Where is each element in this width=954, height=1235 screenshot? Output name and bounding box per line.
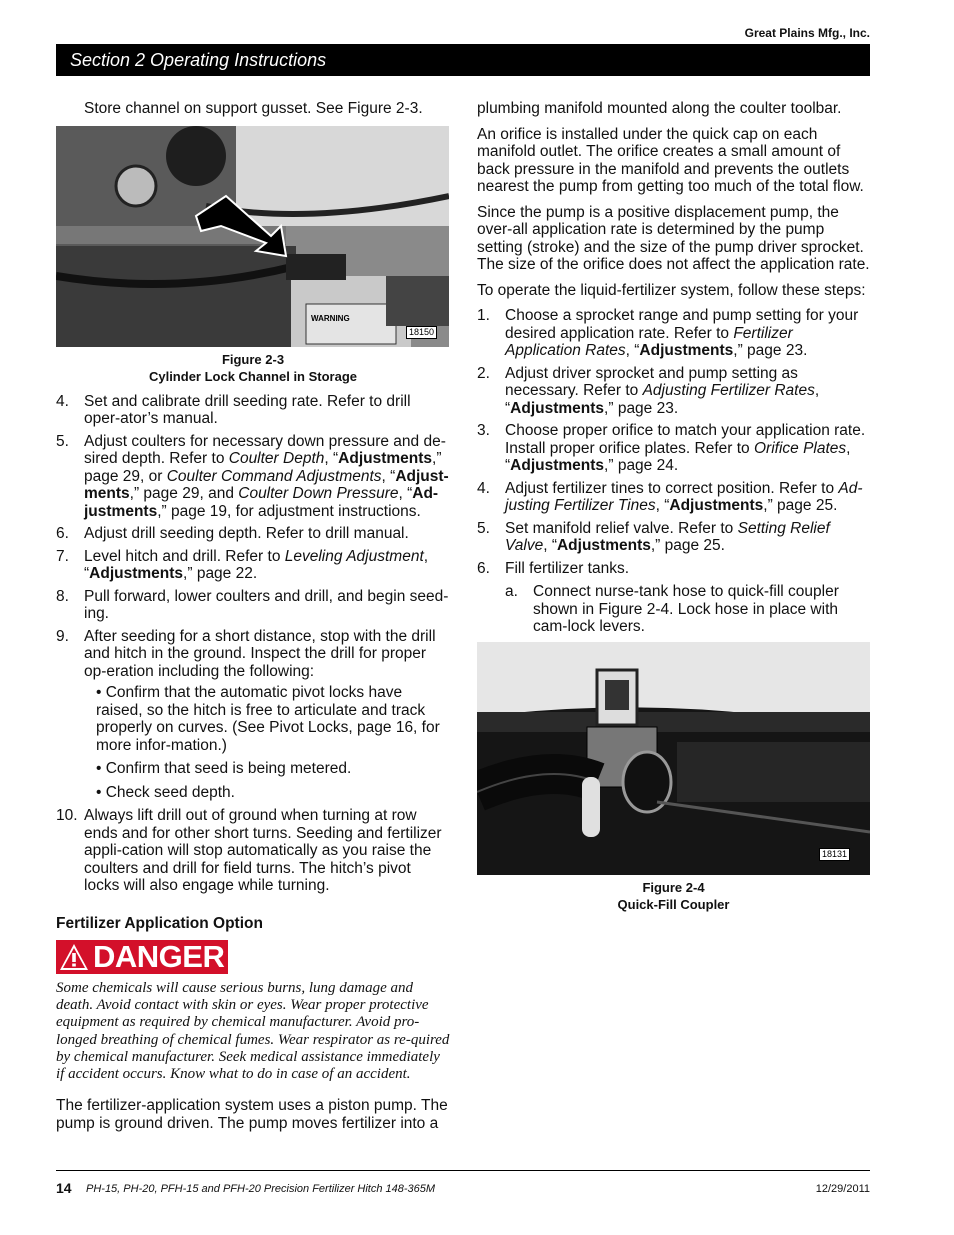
step-text: , “ [324, 450, 339, 467]
figure-2-4-caption [477, 879, 870, 913]
step-text: ,” page 24. [604, 457, 679, 474]
step-number: 1. [477, 307, 490, 324]
ref-section: Adjustments [89, 565, 184, 582]
step-text: After seeding for a short distance, stop with the drill and hitch in the ground. Inspect the drill for proper op-eration including the following: [84, 627, 436, 680]
ref-title: Leveling Adjustment [284, 547, 424, 565]
sub-step-text: Connect nurse-tank hose to quick-fill coupler shown in Figure 2-4. Lock hose in place with cam-lock levers. [533, 583, 839, 635]
step-number: 3. [477, 422, 490, 439]
ref-section: Adjustments [639, 342, 734, 359]
step-text: Fill fertilizer tanks. [505, 559, 630, 577]
ref-section: Adjustments [669, 497, 764, 514]
step-number: 8. [56, 587, 69, 605]
list-item [477, 480, 870, 515]
list-item [56, 433, 450, 521]
inspection-bullets [84, 684, 450, 801]
figure-2-4-number: Figure 2-4 [642, 879, 705, 895]
warning-triangle-icon [59, 943, 89, 971]
list-item: • Confirm that the automatic pivot locks have raised, so the hitch is free to articulate and track properly on curves. (See Pivot Locks, page 16, for more infor-mation.) [96, 684, 440, 754]
paragraph: To operate the liquid-fertilizer system, follow these steps: [477, 281, 866, 299]
list-item [477, 422, 870, 475]
step-text: ,” page 29, and [129, 485, 239, 502]
ref-section: Ad-justments [84, 485, 439, 520]
danger-word: DANGER [93, 939, 225, 975]
ref-title: Setting Relief Valve [505, 519, 830, 554]
step-text: Adjust fertilizer tines to correct position. Refer to [505, 479, 839, 497]
step-text: ,” page 22. [183, 565, 258, 582]
list-item [56, 548, 450, 583]
section-title: Section 2 Operating Instructions [56, 44, 870, 76]
list-item [477, 307, 870, 360]
ref-title: Adjusting Fertilizer Rates [642, 382, 815, 399]
list-item: • Check seed depth. [96, 783, 235, 801]
ref-section: Adjustments [510, 457, 605, 474]
right-column [477, 100, 870, 921]
step-number: 4. [56, 392, 69, 410]
company-name: Great Plains Mfg., Inc. [744, 26, 870, 40]
ref-section: Adjustments [510, 399, 605, 417]
step-text: ,” page 23. [733, 342, 808, 359]
figure-2-4-tag: 18131 [819, 848, 850, 861]
step-number: 2. [477, 364, 490, 382]
ref-section: Adjust-ments [84, 467, 449, 502]
step-number: 7. [56, 547, 69, 565]
ref-section: Adjustments [338, 450, 433, 467]
ref-title: Coulter Down Pressure [238, 485, 399, 502]
list-item [477, 365, 870, 418]
figure-2-3-tag: 18150 [406, 326, 437, 339]
list-item [477, 560, 870, 636]
figure-2-3-photo [56, 126, 449, 347]
closing-paragraph: The fertilizer-application system uses a piston pump. The pump is ground driven. The pump moves fertilizer into a [56, 1097, 448, 1132]
seeding-steps-list [56, 393, 450, 895]
figure-2-4-photo [477, 642, 870, 875]
list-item [56, 628, 450, 802]
coupler-photo-illustration [477, 642, 870, 875]
list-item [56, 807, 450, 895]
list-item [56, 393, 450, 428]
step-text: , “ [398, 485, 413, 502]
intro-text: Store channel on support gusset. See Figure 2-3. [84, 100, 423, 117]
left-column [56, 100, 450, 1140]
step-number: 6. [477, 559, 490, 577]
danger-message: Some chemicals will cause serious burns, lung damage and death. Avoid contact with skin or eyes. Wear proper protective equipment as required by chemical manufacturer. Avoid pro-longed breathing of chemical fumes. Wear respirator as re-quired by chemical manufacturer. Seek medical assistance immediately if accident occurs. Know what to do in case of an accident. [56, 980, 450, 1083]
step-text: Choose a sprocket range and pump setting for your desired application rate. Refer to [505, 307, 859, 342]
step-text: Adjust drill seeding depth. Refer to drill manual. [84, 525, 409, 542]
figure-2-4-title: Quick-Fill Coupler [617, 896, 730, 912]
list-item: • Confirm that seed is being metered. [96, 760, 352, 777]
ref-title: Orifice Plates [753, 439, 847, 457]
step-text: Adjust driver sprocket and pump setting as necessary. Refer to [505, 364, 798, 399]
machinery-photo-illustration [56, 126, 449, 347]
step-number: 4. [477, 479, 490, 497]
step-text: , “ [84, 547, 429, 582]
footer-divider [56, 1170, 870, 1171]
step-number: 5. [56, 432, 69, 450]
step-text: Pull forward, lower coulters and drill, and begin seed-ing. [84, 587, 449, 622]
list-item [56, 588, 450, 623]
paragraph: Since the pump is a positive displacement pump, the over-all application rate is determined by the pump setting (stroke) and the size of the pump driver sprocket. The size of the orifice does not affect the application rate. [477, 203, 870, 273]
step-text: ,” page 19, for adjustment instructions. [157, 502, 421, 520]
ref-title: Coulter Depth [228, 450, 325, 467]
step-text: Always lift drill out of ground when turning at row ends and for other short turns. Seeding and fertilizer appli-cation will stop automatically as you raise the coulters and drill for field turns. The hitch’s pivot locks will also engage while turning. [84, 807, 442, 894]
ref-section: Adjustments [556, 537, 651, 554]
figure-2-3-caption [56, 351, 450, 385]
ref-title: Coulter Command Adjustments [166, 467, 382, 485]
ref-title: Ad-justing Fertilizer Tines [505, 479, 863, 514]
step-text: ,” page 25. [763, 497, 838, 514]
list-item [477, 520, 870, 555]
list-item [56, 525, 450, 543]
step-number: 10. [56, 807, 78, 824]
page-number: 14 [56, 1180, 72, 1196]
step-number: 5. [477, 519, 490, 537]
step-text: Set manifold relief valve. Refer to [505, 519, 738, 537]
step-text: , “ [505, 382, 820, 417]
step-text: , “ [655, 497, 670, 514]
document-title: PH-15, PH-20, PFH-15 and PFH-20 Precision Fertilizer Hitch 148-365M [86, 1183, 436, 1195]
warning-decal-label: WARNING [311, 313, 350, 323]
step-text: ,” page 25. [650, 537, 725, 554]
step-text: Choose proper orifice to match your application rate. Install proper orifice plates. Refer to [505, 422, 866, 457]
danger-label [56, 940, 228, 974]
step-text: , “ [543, 537, 557, 554]
step-text: , “ [381, 467, 396, 485]
sub-step-letter: a. [505, 583, 518, 600]
fertilizer-steps-list [477, 307, 870, 636]
step-text: , “ [625, 342, 640, 359]
step-number: 6. [56, 525, 69, 542]
paragraph: plumbing manifold mounted along the coulter toolbar. [477, 100, 842, 117]
step-text: , “ [505, 439, 851, 474]
paragraph: An orifice is installed under the quick cap on each manifold outlet. The orifice creates a small amount of back pressure in the manifold and prevents the outlets nearest the pump from getting too much of the total flow. [477, 125, 864, 195]
fertilizer-heading: Fertilizer Application Option [56, 914, 263, 932]
step-text: Level hitch and drill. Refer to [84, 547, 285, 565]
figure-2-3-title: Cylinder Lock Channel in Storage [148, 368, 358, 384]
figure-2-3-number: Figure 2-3 [221, 351, 285, 367]
sub-step [505, 583, 870, 636]
step-text: ,” page 23. [604, 399, 679, 417]
document-date: 12/29/2011 [815, 1183, 870, 1195]
step-text: Set and calibrate drill seeding rate. Refer to drill oper-ator’s manual. [84, 392, 411, 427]
step-number: 9. [56, 627, 69, 645]
step-text: ,” page 29, or [84, 450, 442, 485]
step-text: Adjust coulters for necessary down pressure and de-sired depth. Refer to [84, 432, 446, 467]
ref-title: Fertilizer Application Rates [505, 324, 793, 359]
